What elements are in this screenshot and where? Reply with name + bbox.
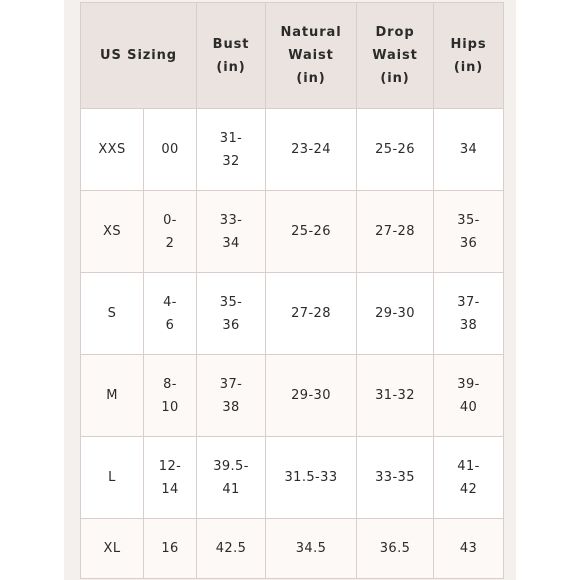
cell-size: M [81,355,144,437]
cell-size: L [81,437,144,519]
cell-drop-waist: 33-35 [357,437,434,519]
table-row [81,273,504,355]
table-row [81,355,504,437]
cell-hips: 34 [434,109,504,191]
cell-drop-waist: 27-28 [357,191,434,273]
cell-hips: 39- 40 [434,355,504,437]
header-bust: Bust (in) [197,3,266,109]
table-row [81,191,504,273]
cell-natural-waist: 29-30 [266,355,357,437]
table-row [81,109,504,191]
cell-us-size: 0- 2 [144,191,197,273]
cell-natural-waist: 34.5 [266,519,357,579]
cell-us-size: 16 [144,519,197,579]
cell-natural-waist: 23-24 [266,109,357,191]
header-natural-waist: Natural Waist (in) [266,3,357,109]
header-us-sizing: US Sizing [81,3,197,109]
cell-natural-waist: 27-28 [266,273,357,355]
cell-bust: 37- 38 [197,355,266,437]
cell-drop-waist: 36.5 [357,519,434,579]
cell-drop-waist: 25-26 [357,109,434,191]
cell-hips: 37- 38 [434,273,504,355]
cell-size: XXS [81,109,144,191]
cell-drop-waist: 31-32 [357,355,434,437]
header-hips: Hips (in) [434,3,504,109]
cell-hips: 43 [434,519,504,579]
table-row [81,437,504,519]
cell-bust: 33- 34 [197,191,266,273]
cell-size: XL [81,519,144,579]
cell-hips: 35- 36 [434,191,504,273]
table-row [81,519,504,579]
cell-natural-waist: 31.5-33 [266,437,357,519]
cell-bust: 39.5- 41 [197,437,266,519]
cell-bust: 42.5 [197,519,266,579]
cell-hips: 41- 42 [434,437,504,519]
size-chart-table [80,2,504,579]
cell-us-size: 12- 14 [144,437,197,519]
cell-drop-waist: 29-30 [357,273,434,355]
cell-bust: 35- 36 [197,273,266,355]
cell-size: XS [81,191,144,273]
header-drop-waist: Drop Waist (in) [357,3,434,109]
cell-natural-waist: 25-26 [266,191,357,273]
cell-us-size: 8- 10 [144,355,197,437]
cell-size: S [81,273,144,355]
cell-bust: 31- 32 [197,109,266,191]
header-row [81,3,504,109]
cell-us-size: 4- 6 [144,273,197,355]
cell-us-size: 00 [144,109,197,191]
